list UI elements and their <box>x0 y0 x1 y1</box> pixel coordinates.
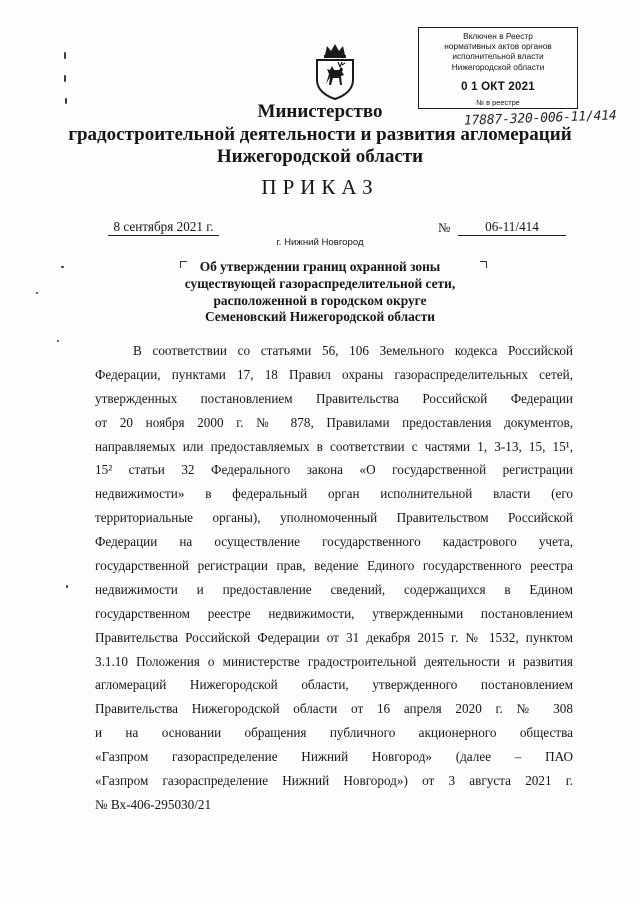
body-line: «Газпром газораспределение Нижний Новгород» (далее – ПАО <box>95 749 573 765</box>
body-line: Федерации, пунктами 17, 18 Правил охраны газораспределительных сетей, <box>95 366 573 382</box>
ministry-title-line: Нижегородской области <box>216 146 424 167</box>
stamp-date: 0 1 ОКТ 2021 <box>461 81 535 93</box>
stamp-line: исполнительной власти <box>452 51 544 62</box>
stamp-line: Включен в Реестр <box>463 31 533 41</box>
subject-line: Об утверждении границ охранной зоны <box>199 259 441 274</box>
subject-line: существующей газораспределительной сети, <box>184 275 456 291</box>
body-line: территориальные органы), уполномоченный Правительством Российской <box>95 510 573 526</box>
stamp-regno-label: № в реестре <box>476 98 520 107</box>
order-number: 06-11/414 <box>458 219 566 236</box>
handwritten-registry-number: 17887-320-006-11/414 <box>463 108 617 129</box>
order-subject <box>0 259 640 326</box>
body-line: 3.1.10 Положения о министерстве градостроительной деятельности и развития <box>95 653 573 669</box>
subject-line: расположенной в городском округе <box>213 292 427 308</box>
order-date: 8 сентября 2021 г. <box>108 219 219 236</box>
coat-of-arms-icon <box>311 42 359 100</box>
body-line: «Газпром газораспределение Нижний Новгород») от 3 августа 2021 г. <box>95 773 573 789</box>
order-body <box>95 339 573 817</box>
scan-speck <box>64 75 66 82</box>
registry-stamp <box>418 27 578 109</box>
body-line: В соответствии со статьями 56, 106 Земельного кодекса Российской <box>133 343 573 358</box>
body-line: 15² статьи 32 Федерального закона «О государственной регистрации <box>95 462 573 478</box>
stamp-line: Нижегородской области <box>451 61 545 72</box>
scan-speck <box>57 340 59 342</box>
body-line: Правительства Российской Федерации от 31 декабря 2015 г. № 1532, пунктом <box>95 629 573 645</box>
body-line: Правительства Нижегородской области от 16 апреля 2020 г. № 308 <box>95 701 573 717</box>
body-line: № Вх-406-295030/21 <box>95 796 212 812</box>
ministry-title-line: Министерство <box>257 101 383 122</box>
order-number-sign: № <box>438 220 451 235</box>
subject-line: Семеновский Нижегородской области <box>204 309 436 325</box>
body-line: Федерации на осуществление государственного кадастрового учета, <box>95 534 573 550</box>
order-title: ПРИКАЗ <box>261 175 379 199</box>
body-line: утвержденных постановлением Правительства Российской Федерации <box>95 390 573 406</box>
body-line: государственной регистрации прав, ведение Единого государственного реестра <box>95 558 573 574</box>
ministry-title <box>0 101 640 169</box>
body-line: агломераций Нижегородской области, утвержденного постановлением <box>95 677 573 693</box>
body-line: государственном реестре недвижимости, утвержденными постановлением <box>95 605 573 621</box>
ministry-title-line: градостроительной деятельности и развития агломераций <box>68 123 572 145</box>
scan-speck <box>66 585 68 588</box>
body-line: и на основании обращения публичного акционерного общества <box>95 725 573 741</box>
body-line: от 20 ноября 2000 г. № 878, Правилами предоставления документов, <box>95 414 573 430</box>
body-line: недвижимости» в федеральный орган исполнительной власти (его <box>95 486 573 502</box>
city-name: г. Нижний Новгород <box>276 237 364 248</box>
body-line: недвижимости и предоставление сведений, содержащихся в Едином <box>95 581 573 597</box>
scan-speck <box>64 52 66 59</box>
stamp-line: нормативных актов органов <box>444 41 552 52</box>
body-line: направляемых или предоставляемых в соответствии с частями 1, 3-13, 15, 15¹, <box>95 438 573 454</box>
